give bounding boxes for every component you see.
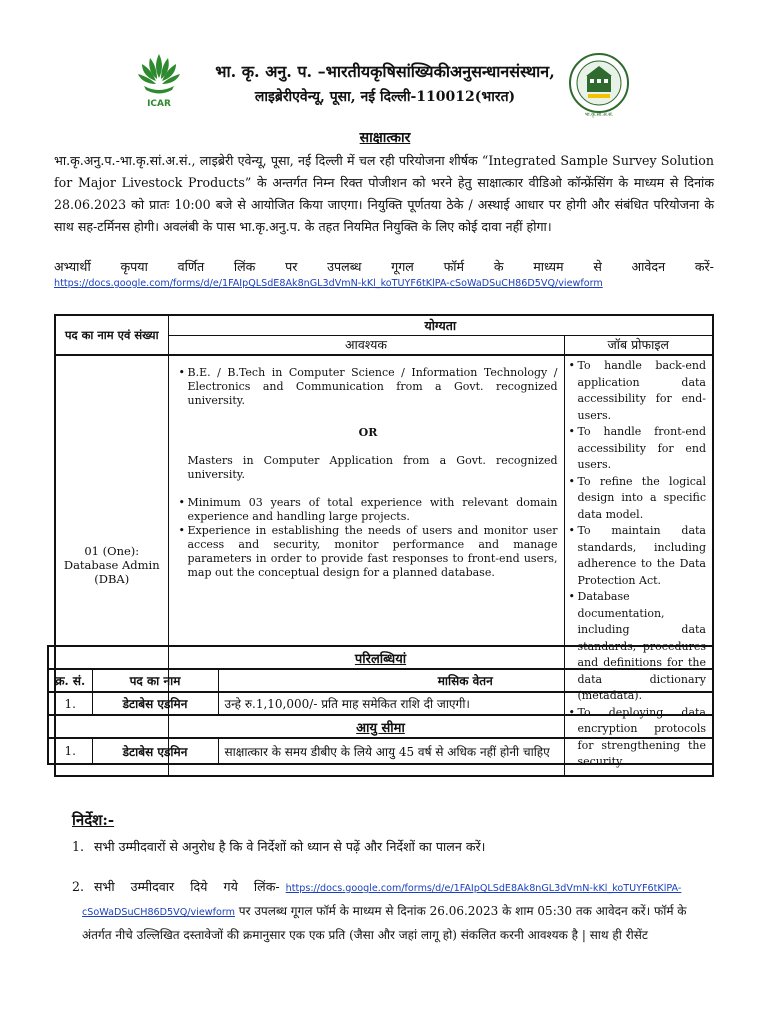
intro-paragraph: भा.कृ.अनु.प.-भा.कृ.सां.अ.सं., लाइब्रेरी एवेन्यू, पूसा, नई दिल्ली में चल रही परियोजना शीर्षक “Integrated Sample Survey Solution for Major Livestock Products” के अन्तर्गत निम्न रिक्त पोजीशन को भरने हेतु साक्षात्कार वीडिओ कॉन्फ्रेंसिंग के माध्यम से दिनांक 28.06.2023 को प्रातः 10:00 बजे से आयोजित किया जाएगा। नियुक्ति पूर्णतया ठेके / अस्थाई आधार पर होगी और संबंधित परियोजना के साथ सह-टर्मिनस होगी। अवलंबी के पास भा.कृ.अनु.प. के तहत नियमित नियुक्ति के लिए कोई दावा नहीं होगा।	[54, 153, 714, 234]
emoluments-table	[47, 645, 714, 765]
col-post: पद का नाम	[92, 669, 218, 692]
requirement-item: Masters in Computer Application from a Govt. recognized university.	[187, 454, 558, 481]
svg-text:भा.कृ.सां.अ.सं.: भा.कृ.सां.अ.सं.	[584, 112, 614, 118]
age-limit-title: आयु सीमा	[48, 715, 713, 738]
required-header: आवश्यक	[168, 335, 564, 355]
apply-word: कृपया	[120, 259, 148, 274]
apply-word: उपलब्ध	[327, 259, 362, 274]
requirement-item: • B.E. / B.Tech in Computer Science / Information Technology / Electronics and Communication from a Govt. recognized university.	[179, 366, 558, 408]
eligibility-header: योग्यता	[168, 315, 713, 335]
apply-word: वर्णित	[177, 259, 205, 274]
requirement-item: • Minimum 03 years of total experience with relevant domain experience and handling large projects.	[179, 496, 558, 524]
row-post: डेटाबेस एडमिन	[92, 692, 218, 715]
requirement-item: • Experience in establishing the needs of users and monitor user access and security, monitor performance and manage parameters in order to provide fast responses to front-end users, map out the conceptual design for a planned database.	[179, 524, 558, 580]
instruction-item-2: 2. सभी उम्मीदवार दिये गये लिंक- https://docs.google.com/forms/d/e/1FAIpQLSdE8Ak8nGL3dVmN-kKl_koTUYF6tKlPA- cSoWaDSuCH86D5VQ/viewform पर उपलब्ध गूगल फॉर्म के माध्यम से दिनांक 26.06.2023 के शाम 05:30 तक आवेदन करें। फॉर्म के अंतर्गत नीचे उल्लिखित दस्तावेजों की क्रमानुसार एक एक प्रति (जैसा और जहां लागू हो) संकलित करनी आवश्यक है | साथ ही रीसेंट	[72, 879, 687, 942]
apply-word: पर	[285, 259, 298, 274]
job-profile-header: जॉब प्रोफाइल	[564, 335, 713, 355]
apply-word: के	[493, 259, 504, 274]
institute-address: लाइब्रेरीएवेन्यू, पूसा, नई दिल्ली-110012(भारत)	[254, 89, 516, 105]
job-item: • Database documentation, including data standards, procedures and definitions for the data dictionary (metadata).	[569, 589, 707, 705]
post-cell: 01 (One): Database Admin (DBA)	[55, 355, 168, 776]
age-post: डेटाबेस एडमिन	[92, 738, 218, 764]
apply-word: माध्यम	[533, 259, 564, 274]
apply-word: फॉर्म	[443, 259, 465, 274]
apply-word: से	[593, 259, 602, 274]
job-item: • To deploying data encryption protocols for strengthening the security.	[569, 705, 707, 771]
apply-word: अभ्यार्थी	[54, 259, 91, 274]
google-form-link[interactable]: https://docs.google.com/forms/d/e/1FAIpQLSdE8Ak8nGL3dVmN-kKl_koTUYF6tKlPA-cSoWaDSuCH86D5VQ/viewform	[54, 278, 603, 289]
apply-word: लिंक	[233, 259, 256, 274]
post-header: पद का नाम एवं संख्या	[55, 315, 168, 355]
job-item: • To handle front-end accessibility for end users.	[569, 424, 707, 474]
section-title-interview: साक्षात्कार	[359, 130, 411, 146]
instruction-item-1: 1. सभी उम्मीदवारों से अनुरोध है कि वे निर्देशों को ध्यान से पढ़ें और निर्देशों का पालन करें।	[72, 839, 486, 854]
svg-text:ICAR: ICAR	[147, 99, 171, 109]
col-serial: क्र. सं.	[48, 669, 92, 692]
google-form-link-inline-end[interactable]: cSoWaDSuCH86D5VQ/viewform	[82, 907, 235, 918]
apply-word: करें-	[694, 259, 714, 274]
job-item: • To handle back-end application data accessibility for end-users.	[569, 358, 707, 424]
age-serial: 1.	[48, 738, 92, 764]
emoluments-title: परिलब्धियां	[48, 646, 713, 669]
apply-instruction	[54, 258, 714, 275]
iasri-seal-logo	[568, 52, 630, 118]
apply-word: आवेदन	[631, 259, 666, 274]
instructions-title: निर्देश:-	[72, 811, 115, 829]
row-serial: 1.	[48, 692, 92, 715]
google-form-link-inline[interactable]: https://docs.google.com/forms/d/e/1FAIpQLSdE8Ak8nGL3dVmN-kKl_koTUYF6tKlPA-	[285, 883, 682, 894]
job-item: • To maintain data standards, including adherence to the Data Protection Act.	[569, 523, 707, 589]
or-separator: OR	[358, 426, 378, 439]
row-salary: उन्हे रु.1,10,000/- प्रति माह समेकित राशि दी जाएगी।	[218, 692, 713, 715]
institute-name: भा. कृ. अनु. प. –भारतीयकृषिसांख्यिकीअनुसन्धानसंस्थान,	[215, 62, 555, 81]
col-salary: मासिक वेतन	[218, 669, 713, 692]
job-item: • To refine the logical design into a specific data model.	[569, 474, 707, 524]
age-text: साक्षात्कार के समय डीबीए के लिये आयु 45 वर्ष से अधिक नहीं होनी चाहिए	[218, 738, 713, 764]
apply-word: गूगल	[391, 259, 414, 274]
